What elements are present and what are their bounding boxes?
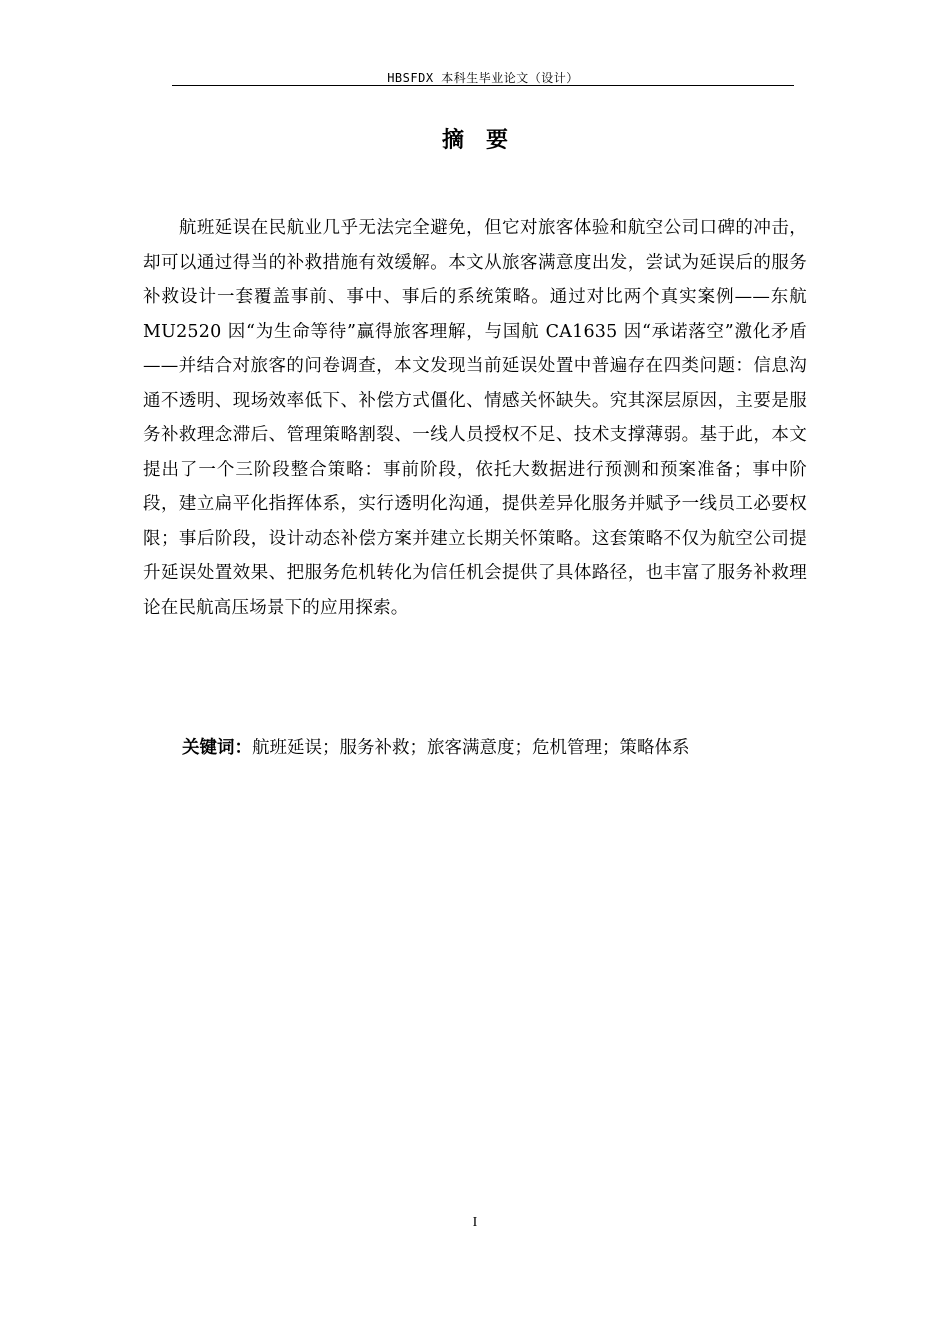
- keywords-label: 关键词：: [182, 738, 252, 758]
- abstract-title: 摘 要: [441, 128, 508, 153]
- keywords-line: [182, 731, 802, 765]
- abstract-body: 航班延误在民航业几乎无法完全避免，但它对旅客体验和航空公司口碑的冲击，却可以通过得当的补救措施有效缓解。本文从旅客满意度出发，尝试为延误后的服务补救设计一套覆盖事前、事中、事后的系统策略。通过对比两个真实案例——东航 MU2520 因“为生命等待”赢得旅客理解，与国航 CA1635 因“承诺落空”激化矛盾——并结合对旅客的问卷调查，本文发现当前延误处置中普遍存在四类问题：信息沟通不透明、现场效率低下、补偿方式僵化、情感关怀缺失。究其深层原因，主要是服务补救理念滞后、管理策略割裂、一线人员授权不足、技术支撑薄弱。基于此，本文提出了一个三阶段整合策略：事前阶段，依托大数据进行预测和预案准备；事中阶段，建立扁平化指挥体系，实行透明化沟通，提供差异化服务并赋予一线员工必要权限；事后阶段，设计动态补偿方案并建立长期关怀策略。这套策略不仅为航空公司提升延误处置效果、把服务危机转化为信任机会提供了具体路径，也丰富了服务补救理论在民航高压场景下的应用探索。: [143, 218, 807, 618]
- page-number: I: [472, 1215, 478, 1230]
- header-rule: [172, 85, 794, 86]
- running-header: HBSFDX 本科生毕业论文（设计）: [387, 71, 579, 85]
- keywords-list: 航班延误；服务补救；旅客满意度；危机管理；策略体系: [252, 738, 690, 758]
